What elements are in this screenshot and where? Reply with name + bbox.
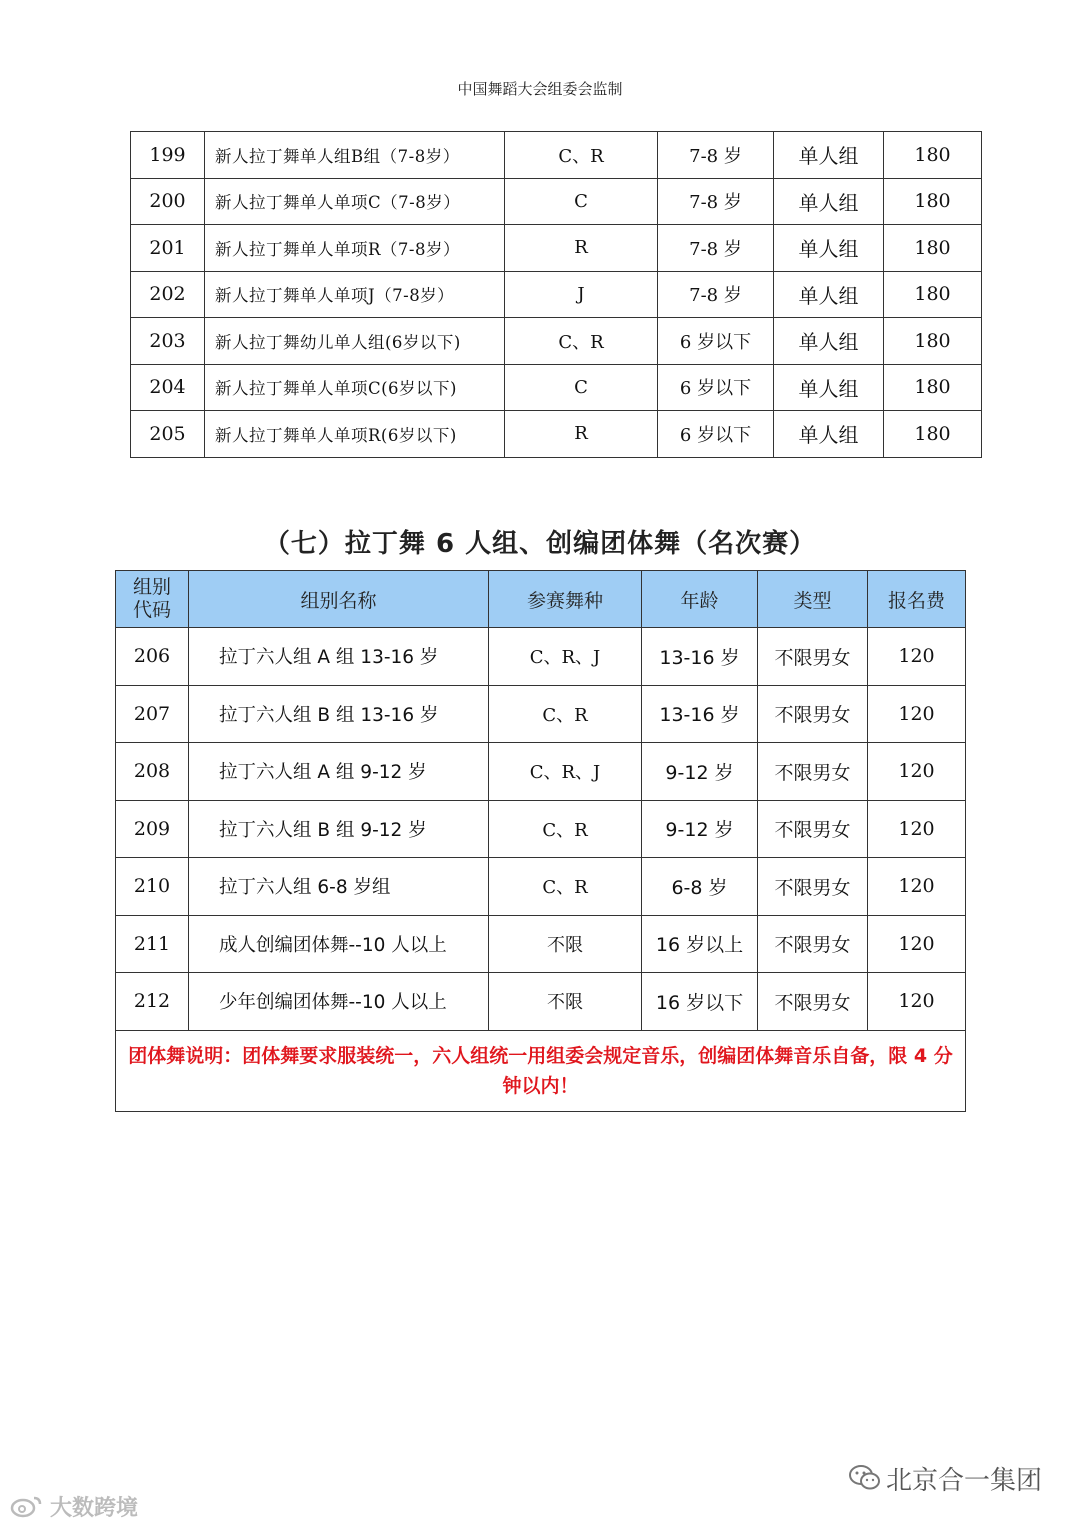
watermark-left <box>10 1491 138 1524</box>
cell-type: 不限男女 <box>758 973 868 1031</box>
cell-age: 7-8 岁 <box>658 225 774 272</box>
cell-age: 16 岁以下 <box>642 973 758 1031</box>
cell-age: 9-12 岁 <box>642 800 758 858</box>
table-a-row <box>131 318 982 365</box>
cell-fee: 120 <box>868 685 966 743</box>
registration-table-b <box>115 570 966 1112</box>
cell-type: 不限男女 <box>758 858 868 916</box>
header-dance: 参赛舞种 <box>489 571 642 628</box>
table-b-row <box>116 858 966 916</box>
cell-age: 6 岁以下 <box>658 318 774 365</box>
cell-code: 202 <box>131 271 205 318</box>
table-a-row <box>131 411 982 458</box>
cell-fee: 180 <box>884 271 982 318</box>
table-b-row <box>116 973 966 1031</box>
cell-code: 200 <box>131 178 205 225</box>
wechat-icon <box>848 1464 882 1499</box>
cell-fee: 120 <box>868 628 966 686</box>
cell-code: 199 <box>131 132 205 179</box>
cell-type: 不限男女 <box>758 743 868 801</box>
cell-type: 不限男女 <box>758 800 868 858</box>
cell-fee: 180 <box>884 318 982 365</box>
cell-type: 不限男女 <box>758 685 868 743</box>
cell-dance: C、R <box>489 800 642 858</box>
cell-age: 6 岁以下 <box>658 364 774 411</box>
cell-dance: C、R <box>489 685 642 743</box>
cell-code: 203 <box>131 318 205 365</box>
cell-type: 单人组 <box>774 271 884 318</box>
cell-age: 7-8 岁 <box>658 132 774 179</box>
cell-code: 201 <box>131 225 205 272</box>
cell-name: 拉丁六人组 A 组 13-16 岁 <box>189 628 489 686</box>
table-a-row <box>131 271 982 318</box>
cell-code: 209 <box>116 800 189 858</box>
watermark-left-text: 大数跨境 <box>50 1496 139 1521</box>
weibo-icon <box>10 1494 44 1524</box>
cell-code: 205 <box>131 411 205 458</box>
cell-dance: 不限 <box>489 915 642 973</box>
table-b-row <box>116 628 966 686</box>
cell-code: 207 <box>116 685 189 743</box>
cell-name: 新人拉丁舞单人单项R（7-8岁） <box>205 225 505 272</box>
cell-name: 新人拉丁舞幼儿单人组(6岁以下) <box>205 318 505 365</box>
cell-type: 单人组 <box>774 132 884 179</box>
cell-dance: C、R <box>489 858 642 916</box>
cell-dance: C <box>505 364 658 411</box>
cell-dance: R <box>505 411 658 458</box>
cell-code: 206 <box>116 628 189 686</box>
cell-name: 拉丁六人组 B 组 9-12 岁 <box>189 800 489 858</box>
cell-type: 不限男女 <box>758 915 868 973</box>
table-b-row <box>116 743 966 801</box>
cell-name: 新人拉丁舞单人单项J（7-8岁） <box>205 271 505 318</box>
watermark-right-text: 北京合一集团 <box>886 1466 1043 1496</box>
cell-fee: 120 <box>868 800 966 858</box>
cell-dance: C <box>505 178 658 225</box>
cell-name: 拉丁六人组 B 组 13-16 岁 <box>189 685 489 743</box>
cell-name: 成人创编团体舞--10 人以上 <box>189 915 489 973</box>
cell-code: 204 <box>131 364 205 411</box>
cell-fee: 180 <box>884 132 982 179</box>
table-b-row <box>116 915 966 973</box>
cell-dance: J <box>505 271 658 318</box>
cell-code: 210 <box>116 858 189 916</box>
cell-type: 单人组 <box>774 178 884 225</box>
header-name: 组别名称 <box>189 571 489 628</box>
cell-fee: 120 <box>868 858 966 916</box>
registration-table-a <box>130 131 982 458</box>
cell-dance: C、R、J <box>489 628 642 686</box>
cell-age: 7-8 岁 <box>658 178 774 225</box>
cell-fee: 180 <box>884 411 982 458</box>
cell-dance: C、R <box>505 318 658 365</box>
note-row <box>116 1030 966 1111</box>
table-a-row <box>131 132 982 179</box>
cell-name: 新人拉丁舞单人单项C(6岁以下) <box>205 364 505 411</box>
cell-type: 不限男女 <box>758 628 868 686</box>
cell-name: 新人拉丁舞单人单项C（7-8岁） <box>205 178 505 225</box>
cell-fee: 180 <box>884 364 982 411</box>
cell-dance: 不限 <box>489 973 642 1031</box>
cell-dance: C、R、J <box>489 743 642 801</box>
table-b-row <box>116 800 966 858</box>
cell-dance: R <box>505 225 658 272</box>
cell-name: 新人拉丁舞单人组B组（7-8岁） <box>205 132 505 179</box>
cell-code: 211 <box>116 915 189 973</box>
cell-age: 6-8 岁 <box>642 858 758 916</box>
table-a-row <box>131 178 982 225</box>
watermark-right <box>848 1460 1042 1499</box>
cell-code: 212 <box>116 973 189 1031</box>
header-age: 年龄 <box>642 571 758 628</box>
table-b-row <box>116 685 966 743</box>
cell-type: 单人组 <box>774 364 884 411</box>
cell-fee: 120 <box>868 743 966 801</box>
header-code <box>116 571 189 628</box>
cell-fee: 120 <box>868 915 966 973</box>
cell-fee: 180 <box>884 225 982 272</box>
cell-age: 16 岁以上 <box>642 915 758 973</box>
cell-code: 208 <box>116 743 189 801</box>
header-type: 类型 <box>758 571 868 628</box>
header-code-line2: 代码 <box>132 599 171 621</box>
cell-fee: 180 <box>884 178 982 225</box>
cell-dance: C、R <box>505 132 658 179</box>
page-header: 中国舞蹈大会组委会监制 <box>457 80 623 98</box>
group-dance-note: 团体舞说明：团体舞要求服装统一，六人组统一用组委会规定音乐，创编团体舞音乐自备，限 4 分钟以内！ <box>116 1030 966 1111</box>
cell-age: 7-8 岁 <box>658 271 774 318</box>
cell-age: 9-12 岁 <box>642 743 758 801</box>
table-header-row <box>116 571 966 628</box>
header-code-line1: 组别 <box>132 576 171 599</box>
cell-name: 少年创编团体舞--10 人以上 <box>189 973 489 1031</box>
table-a-row <box>131 364 982 411</box>
cell-name: 拉丁六人组 6-8 岁组 <box>189 858 489 916</box>
table-a-row <box>131 225 982 272</box>
cell-type: 单人组 <box>774 411 884 458</box>
cell-name: 拉丁六人组 A 组 9-12 岁 <box>189 743 489 801</box>
cell-name: 新人拉丁舞单人单项R(6岁以下) <box>205 411 505 458</box>
cell-age: 13-16 岁 <box>642 685 758 743</box>
section-title: （七）拉丁舞 6 人组、创编团体舞（名次赛） <box>263 529 817 559</box>
cell-type: 单人组 <box>774 318 884 365</box>
cell-age: 13-16 岁 <box>642 628 758 686</box>
cell-fee: 120 <box>868 973 966 1031</box>
header-fee: 报名费 <box>868 571 966 628</box>
cell-type: 单人组 <box>774 225 884 272</box>
cell-age: 6 岁以下 <box>658 411 774 458</box>
